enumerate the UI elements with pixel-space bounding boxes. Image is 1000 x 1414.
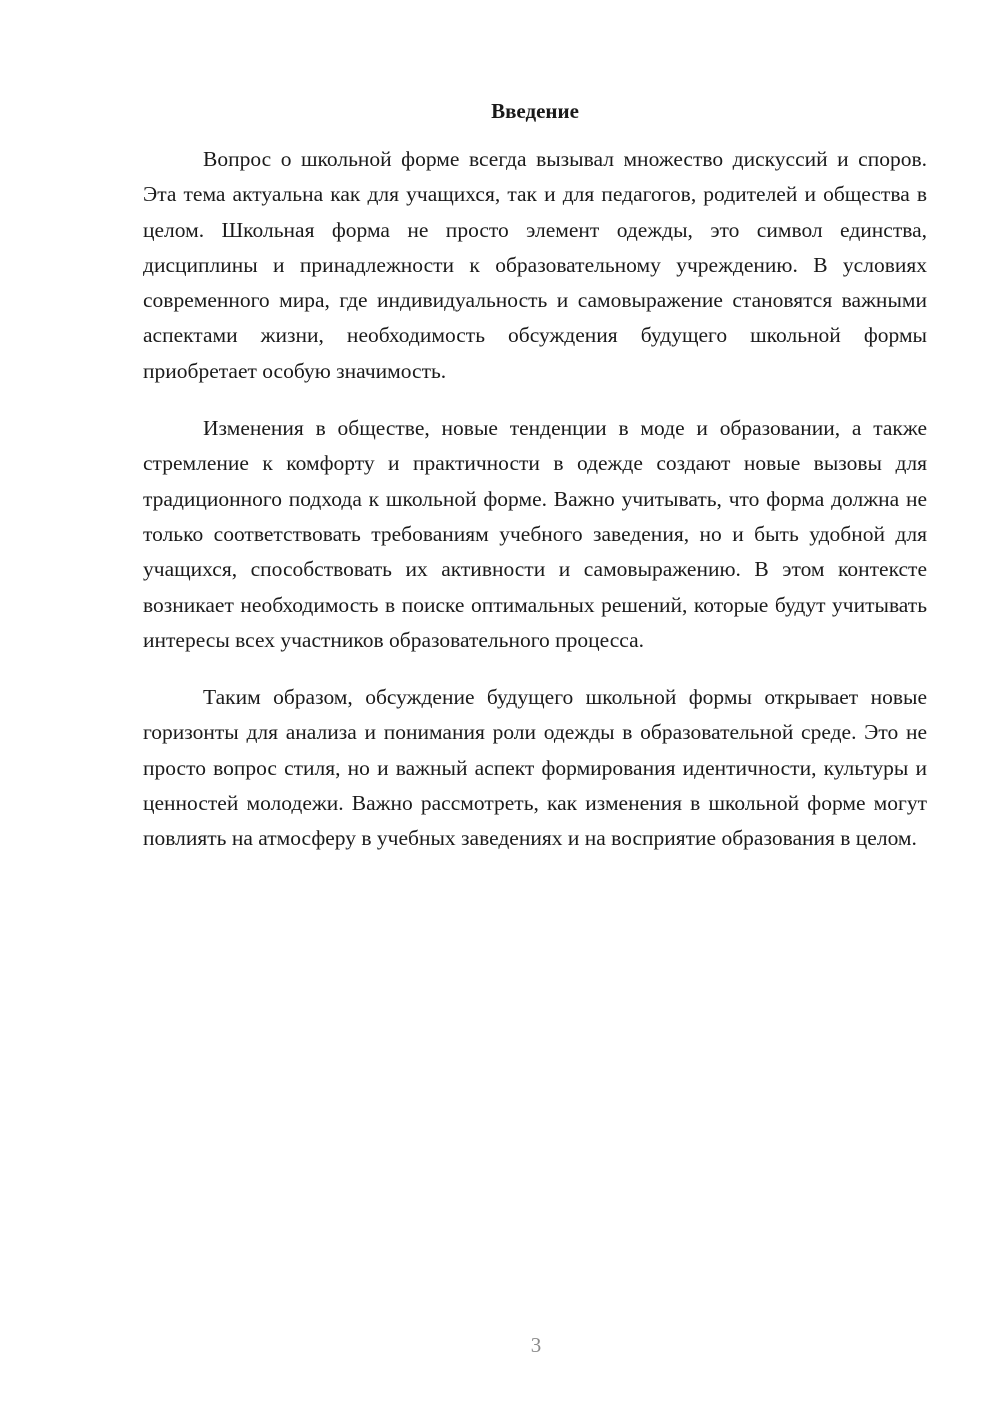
paragraph-2: Изменения в обществе, новые тенденции в моде и образовании, а также стремление к комфорту и практичности в одежде создают новые вызовы для традиционного подхода к школьной форме. Важно учитывать, что форма должна не только соответствовать требованиям учебного заведения, но и быть удобной для учащихся, способствовать их активности и самовыражению. В этом контексте возникает необходимость в поиске оптимальных решений, которые будут учитывать интересы всех участников образовательного процесса. (143, 416, 927, 652)
body-text (143, 142, 927, 879)
paragraph-3: Таким образом, обсуждение будущего школьной формы открывает новые горизонты для анализа и понимания роли одежды в образовательной среде. Это не просто вопрос стиля, но и важный аспект формирования идентичности, культуры и ценностей молодежи. Важно рассмотреть, как изменения в школьной форме могут повлиять на атмосферу в учебных заведениях и на восприятие образования в целом. (143, 685, 927, 851)
page-number: 3 (530, 1333, 542, 1357)
section-heading: Введение (491, 99, 579, 123)
paragraph-1: Вопрос о школьной форме всегда вызывал множество дискуссий и споров. Эта тема актуальна как для учащихся, так и для педагогов, родителей и общества в целом. Школьная форма не просто элемент одежды, это символ единства, дисциплины и принадлежности к образовательному учреждению. В условиях современного мира, где индивидуальность и самовыражение становятся важными аспектами жизни, необходимость обсуждения будущего школьной формы приобретает особую значимость. (143, 147, 927, 383)
